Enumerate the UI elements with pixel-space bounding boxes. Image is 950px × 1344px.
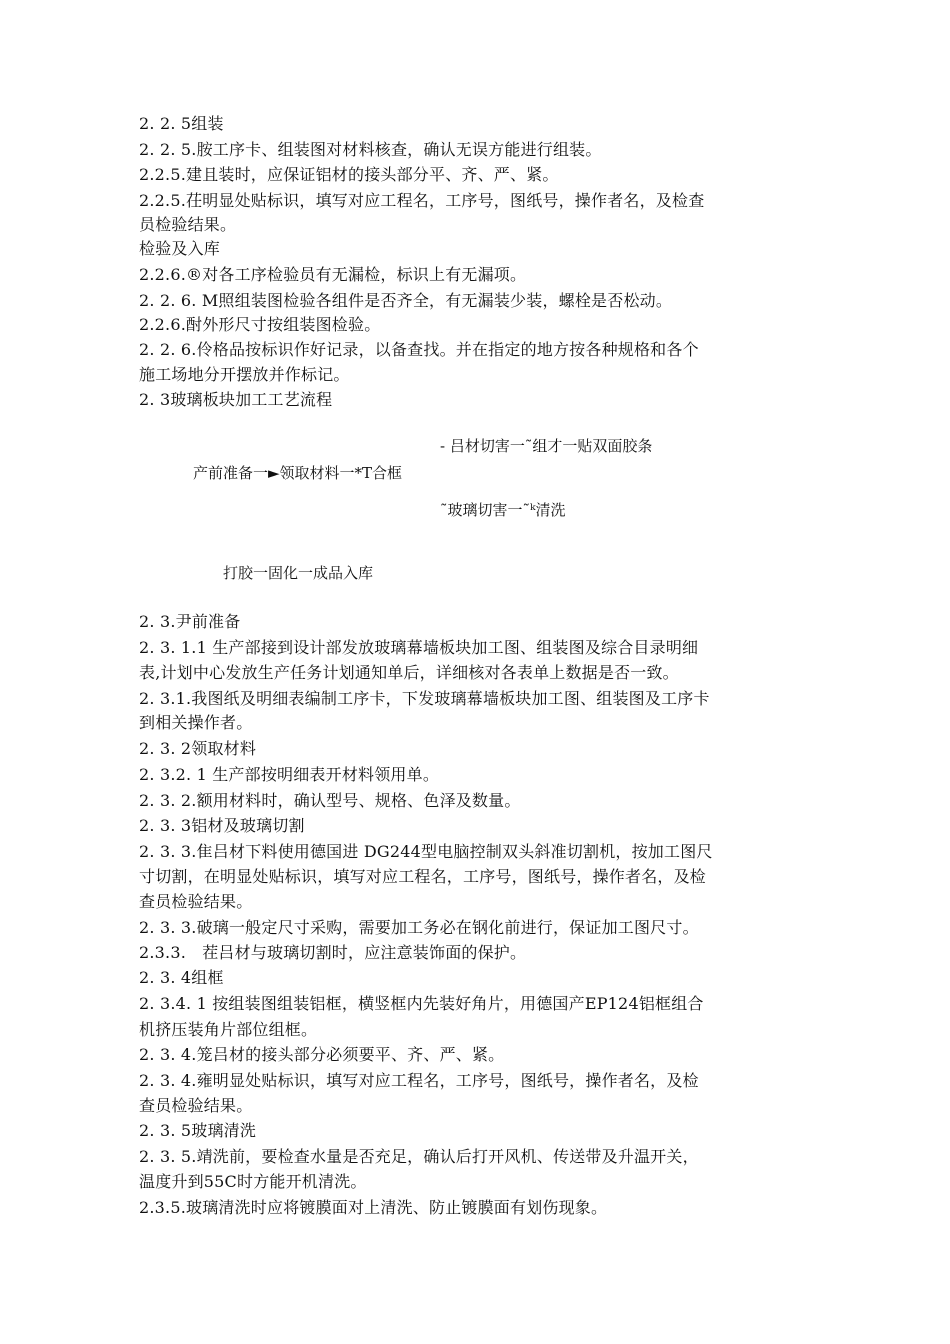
paragraph-line: 2. 3. 3.破璃一般定尺寸采购，需要加工务必在钢化前进行，保证加工图尺寸。	[139, 918, 699, 937]
flow-main-line: 产前准备一►领取材料一*T合框	[193, 464, 403, 482]
paragraph-line: 2. 3. 2.额用材料时，确认型号、规格、色泽及数量。	[139, 791, 521, 810]
paragraph-line: 2. 2. 6. M照组装图检验各组件是否齐全，有无漏装少装，螺栓是否松动。	[139, 291, 673, 310]
paragraph-line: 2. 3.4. 1 按组装图组装铝框，横竖框内先装好角片，用德国产EP124铝框组合	[139, 994, 704, 1013]
flow-final-line: 打胶一固化一成品入库	[223, 564, 374, 582]
paragraph-line: 查员检验结果。	[139, 892, 253, 911]
paragraph-line: 2. 3. 1.1 生产部接到设计部发放玻璃幕墙板块加工图、组装图及综合目录明细	[139, 638, 699, 657]
paragraph-line: 2.3.3. 茬吕材与玻璃切割时，应注意装饰面的保护。	[139, 943, 527, 962]
paragraph-line: 2. 3. 3.隹吕材下料使用德国进 DG244型电脑控制双头斜准切割机，按加工图尺	[139, 842, 713, 861]
section-heading: 2. 3. 3铝材及玻璃切割	[139, 816, 305, 835]
paragraph-line: 2. 2. 6.伶格品按标识作好记录，以备查找。并在指定的地方按各种规格和各个	[139, 340, 699, 359]
section-heading: 2. 3.尹前准备	[139, 612, 241, 631]
flow-upper-branch: - 吕材切害一˜组才一贴双面胶条	[440, 437, 653, 455]
section-heading: 检验及入库	[139, 239, 221, 258]
paragraph-line: 到相关操作者。	[139, 713, 253, 732]
paragraph-line: 施工场地分开摆放并作标记。	[139, 365, 350, 384]
paragraph-line: 查员检验结果。	[139, 1096, 253, 1115]
paragraph-line: 2. 3. 4.雍明显处贴标识，填写对应工程名，工序号，图纸号，操作者名，及检	[139, 1071, 699, 1090]
section-heading: 2. 2. 5组装	[139, 114, 224, 133]
section-heading: 2. 3. 4组框	[139, 968, 224, 987]
paragraph-line: 表,计划中心发放生产任务计划通知单后，详细核对各表单上数据是否一致。	[139, 663, 679, 682]
paragraph-line: 2. 3.2. 1 生产部按明细表开材料领用单。	[139, 765, 440, 784]
section-heading: 2. 3. 5玻璃清洗	[139, 1121, 257, 1140]
paragraph-line: 寸切割，在明显处贴标识，填写对应工程名，工序号，图纸号，操作者名，及检	[139, 867, 707, 886]
paragraph-line: 2. 3. 4.笼吕材的接头部分必须要平、齐、严、紧。	[139, 1045, 505, 1064]
paragraph-line: 2.3.5.玻璃清洗时应将镀膜面对上清洗、防止镀膜面有划伤现象。	[139, 1198, 608, 1217]
paragraph-line: 2. 2. 5.胺工序卡、组装图对材料核查，确认无误方能进行组装。	[139, 140, 602, 159]
paragraph-line: 员检验结果。	[139, 215, 237, 234]
paragraph-line: 2.2.6.酎外形尺寸按组装图检验。	[139, 315, 381, 334]
paragraph-line: 2.2.5.茌明显处贴标识，填写对应工程名，工序号，图纸号，操作者名，及检查	[139, 191, 705, 210]
section-heading: 2. 3. 2领取材料	[139, 739, 257, 758]
paragraph-line: 2. 3.1.我图纸及明细表编制工序卡，下发玻璃幕墙板块加工图、组装图及工序卡	[139, 689, 710, 708]
paragraph-line: 温度升到55C时方能开机清洗。	[139, 1172, 367, 1191]
flow-lower-branch: ˜玻璃切害一˜ᵏ清洗	[440, 501, 566, 519]
paragraph-line: 2.2.6.®对各工序检验员有无漏检，标识上有无漏项。	[139, 265, 527, 284]
section-heading: 2. 3玻璃板块加工工艺流程	[139, 390, 333, 409]
paragraph-line: 2. 3. 5.靖洗前，要检查水量是否充足，确认后打开风机、传送带及升温开关，	[139, 1147, 699, 1166]
paragraph-line: 2.2.5.建且装时，应保证铝材的接头部分平、齐、严、紧。	[139, 165, 559, 184]
paragraph-line: 机挤压装角片部位组框。	[139, 1020, 318, 1039]
